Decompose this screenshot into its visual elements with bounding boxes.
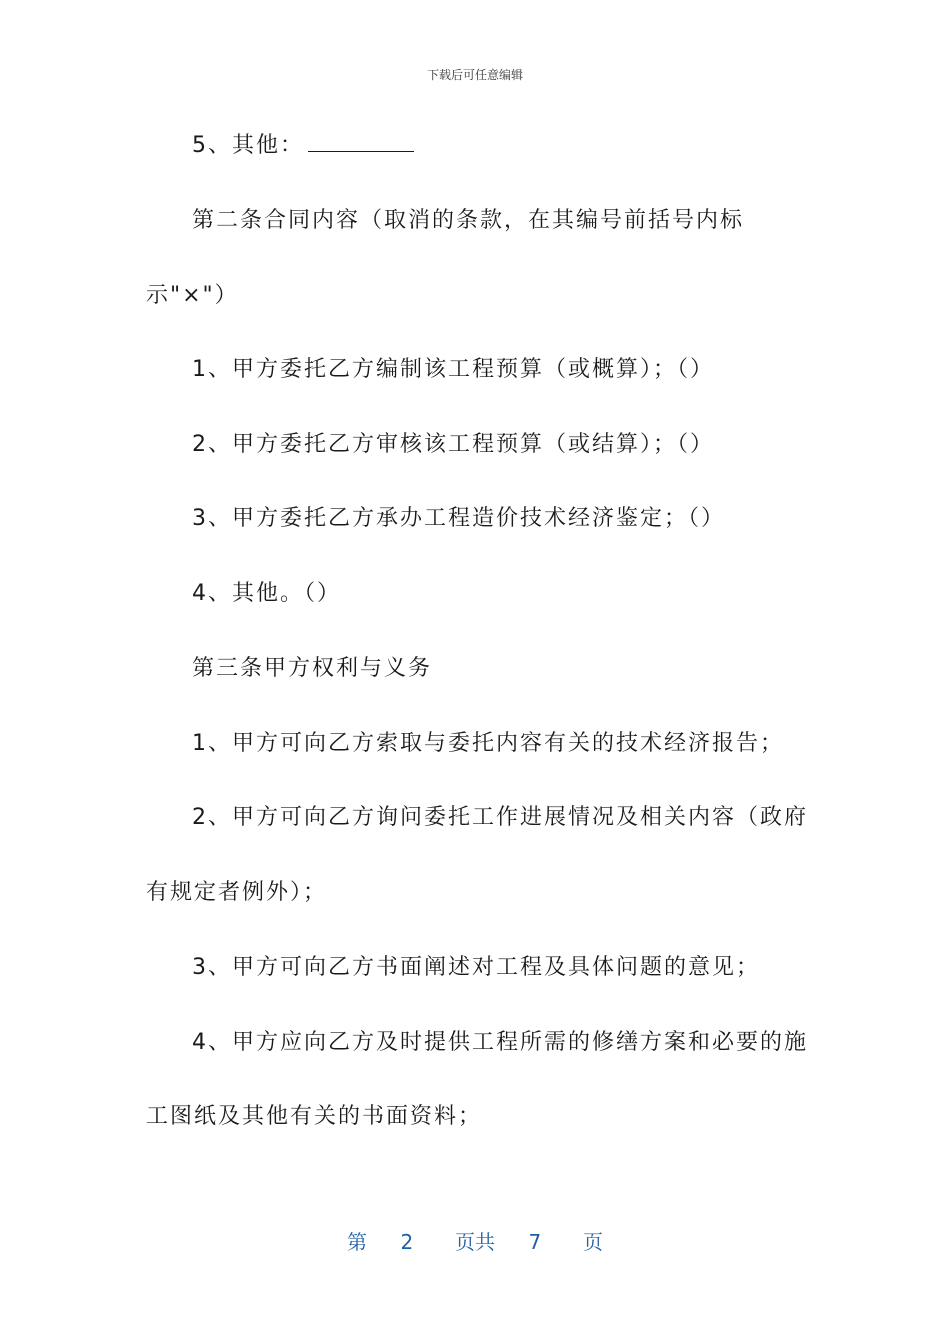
paragraph-article-3-title: 第三条甲方权利与义务: [192, 656, 433, 681]
paragraph-right-4: 4、甲方应向乙方及时提供工程所需的修缮方案和必要的施: [192, 1030, 808, 1055]
fill-in-blank[interactable]: [308, 131, 414, 152]
paragraph-right-3: 3、甲方可向乙方书面阐述对工程及具体问题的意见；: [192, 955, 760, 980]
paragraph-article-2-title: 第二条合同内容（取消的条款，在其编号前括号内标: [192, 208, 745, 233]
paragraph-right-2: 2、甲方可向乙方询问委托工作进展情况及相关内容（政府: [192, 805, 808, 830]
page-label-mid: 页共: [455, 1230, 495, 1254]
paragraph-item-3: 3、甲方委托乙方承办工程造价技术经济鉴定；（）: [192, 506, 725, 531]
paragraph-text: 5、其他：: [192, 133, 304, 158]
page-number: 2: [400, 1230, 414, 1254]
paragraph-item-2: 2、甲方委托乙方审核该工程预算（或结算）；（）: [192, 432, 714, 457]
page-label-suffix: 页: [582, 1230, 603, 1254]
paragraph-item-1: 1、甲方委托乙方编制该工程预算（或概算）；（）: [192, 357, 714, 382]
page-footer: [0, 1226, 950, 1255]
paragraph-other-5: [192, 131, 414, 161]
paragraph-item-4: 4、其他。（）: [192, 581, 341, 606]
paragraph-right-1: 1、甲方可向乙方索取与委托内容有关的技术经济报告；: [192, 731, 784, 756]
page-label-prefix: 第: [347, 1230, 368, 1254]
paragraph-article-2-title-cont: 示"×"）: [146, 283, 239, 308]
header-note: 下载后可任意编辑: [426, 68, 523, 82]
paragraph-right-4-cont: 工图纸及其他有关的书面资料；: [146, 1104, 483, 1129]
page-total: 7: [528, 1230, 542, 1254]
paragraph-right-2-cont: 有规定者例外）；: [146, 880, 328, 905]
